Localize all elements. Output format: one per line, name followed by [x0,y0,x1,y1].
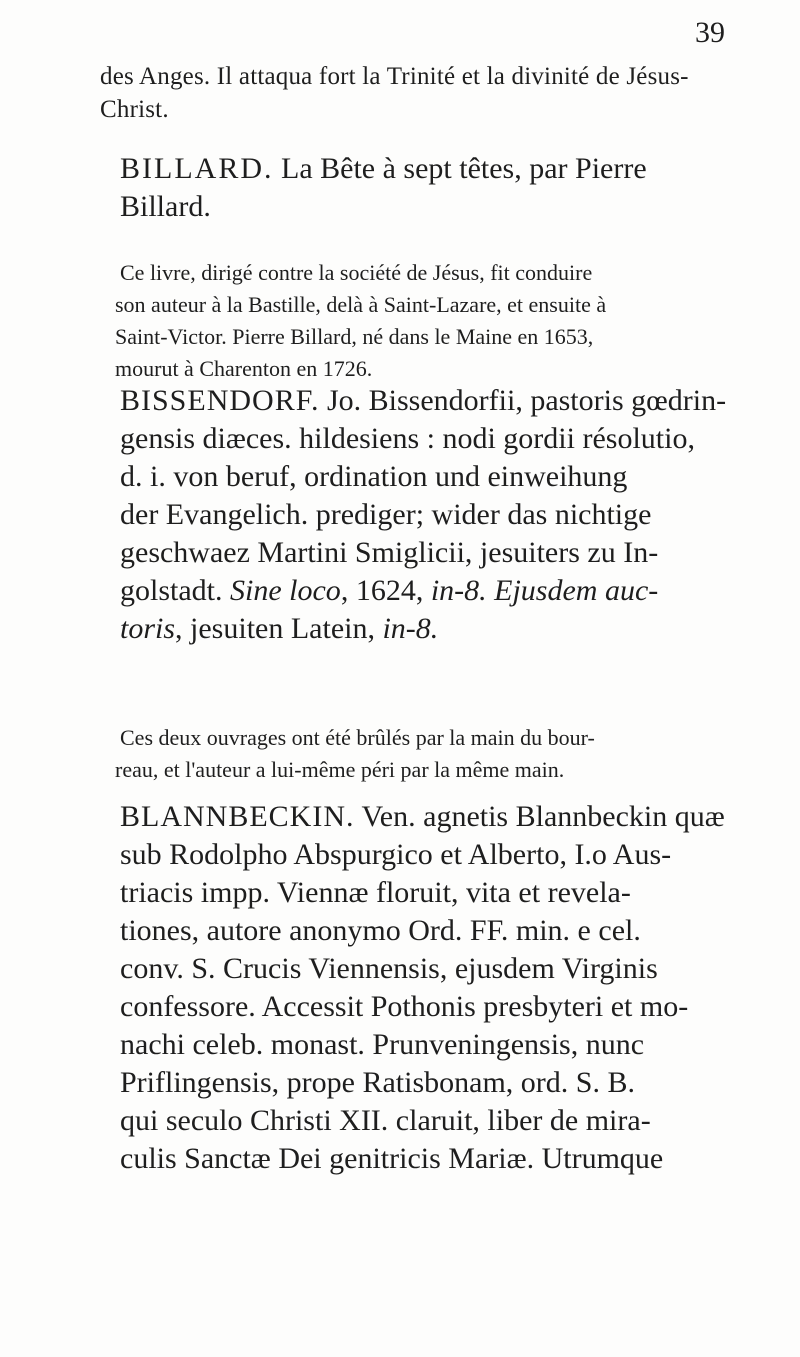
note-bissendorf [115,722,745,786]
entry-text: Billard. [120,190,211,223]
note-line: Saint-Victor. Pierre Billard, né dans le Maine en 1653, [115,324,594,349]
entry-text: gensis diæces. hildesiens : nodi gordii résolutio, [120,422,695,455]
entry-text: La Bête à sept têtes, par Pierre [281,152,647,185]
entry-text: d. i. von beruf, ordination und einweihung [120,460,628,493]
entry-text: Priflingensis, prope Ratisbonam, ord. S. B. [120,1066,635,1099]
continuation-text [100,60,725,126]
entry-text: Ven. agnetis Blannbeckin quæ [361,800,725,833]
entry-text: sub Rodolpho Abspurgico et Alberto, I.o Aus- [120,838,672,871]
entry-blannbeckin [120,798,745,1178]
entry-text: conv. S. Crucis Viennensis, ejusdem Virginis [120,952,658,985]
entry-text: qui seculo Christi XII. claruit, liber de mira- [120,1104,651,1137]
entry-billard [120,150,745,226]
entry-text: , 1624, [340,574,431,607]
note-line: Ces deux ouvrages ont été brûlés par la main du bour- [120,725,595,750]
note-line: son auteur à la Bastille, delà à Saint-Lazare, et ensuite à [115,292,607,317]
entry-heading: BLANNBECKIN. [120,800,355,833]
entry-text: , jesuiten Latein, [175,612,383,645]
entry-text: triacis impp. Viennæ floruit, vita et revela- [120,876,631,909]
note-line: Ce livre, dirigé contre la société de Jésus, fit conduire [120,260,593,285]
format-text: in-8. [430,574,487,607]
italic-text: toris [120,612,176,645]
entry-text: der Evangelich. prediger; wider das nichtige [120,498,652,531]
entry-text: tiones, autore anonymo Ord. FF. min. e cel. [120,914,641,947]
entry-text: confessore. Accessit Pothonis presbyteri et mo- [120,990,689,1023]
italic-text: Sine loco [230,574,341,607]
entry-heading: BILLARD. [120,152,274,185]
entry-text: golstadt. [120,574,223,607]
format-text: in-8. [382,612,439,645]
italic-text: Ejusdem auc- [494,574,659,607]
entry-text: culis Sanctæ Dei genitricis Mariæ. Utrumque [120,1142,664,1175]
entry-text: nachi celeb. monast. Prunveningensis, nunc [120,1028,645,1061]
text-line: des Anges. Il attaqua fort la Trinité et la divinité de Jésus- [100,63,689,90]
entry-text: geschwaez Martini Smiglicii, jesuiters zu In- [120,536,659,569]
note-line: mourut à Charenton en 1726. [115,356,373,381]
note-line: reau, et l'auteur a lui-même péri par la même main. [115,757,565,782]
entry-text: Jo. Bissendorfii, pastoris gœdrin- [326,384,727,417]
entry-bissendorf [120,382,745,648]
text-line: Christ. [100,96,169,123]
entry-heading: BISSENDORF. [120,384,320,417]
note-billard [115,257,745,385]
page-number: 39 [695,16,725,49]
